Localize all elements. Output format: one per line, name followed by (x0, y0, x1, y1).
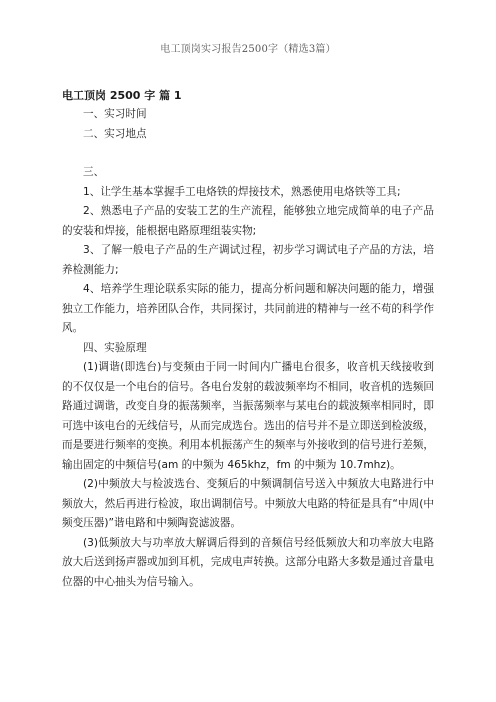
document-title: 电工顶岗实习报告2500字（精选3篇） (160, 44, 336, 55)
blank-line (62, 144, 434, 163)
section-heading: 电工顶岗 2500 字 篇 1 (62, 89, 182, 102)
paragraph-tuning: (1)调谐(即选台)与变频由于同一时间内广播电台很多，收音机天线接收到的不仅仅是一个电台的信号。各电台发射的载波频率均不相同，收音机的选频回路通过调谐，改变自身的振荡频率，当振荡频率与某电台的载波频率相同时，即可选中该电台的无线信号，从而完成选台。选出的信号并不是立即送到检波级，而是要进行频率的变换。利用本机振荡产生的频率与外接收到的信号进行差频，输出固定的中频信号(am 的中频为 465khz，fm 的中频为 10.7mhz)。 (62, 361, 434, 471)
paragraph-power-amplification: (3)低频放大与功率放大解调后得到的音频信号经低频放大和功率放大电路放大后送到扬声器或加到耳机，完成电声转换。这部分电路大多数是通过音量电位器的中心抽头为信号输入。 (62, 536, 434, 588)
paragraph-goal-2: 2、熟悉电子产品的安装工艺的生产流程，能够独立地完成简单的电子产品的安装和焊接，能根据电路原理组装实物; (62, 205, 434, 237)
paragraph-if-amplification: (2)中频放大与检波选台、变频后的中频调制信号送入中频放大电路进行中频放大，然后再进行检波，取出调制信号。中频放大电路的特征是具有“中周(中频变压器)”谐电路和中频陶瓷滤波器。 (62, 478, 434, 529)
paragraph-goal-3: 3、了解一般电子产品的生产调试过程，初步学习调试电子产品的方法，培养检测能力; (62, 244, 434, 276)
paragraph-goal-1: 1、让学生基本掌握手工电烙铁的焊接技术，熟悉使用电烙铁等工具; (83, 185, 401, 198)
paragraph-practice-time: 一、实习时间 (83, 108, 147, 120)
paragraph-section-three: 三、 (83, 166, 105, 178)
paragraph-goal-4: 4、培养学生理论联系实际的能力，提高分析问题和解决问题的能力，增强独立工作能力，培养团队合作，共同探讨，共同前进的精神与一丝不苟的科学作风。 (62, 283, 434, 334)
document-body (62, 86, 434, 592)
paragraph-practice-location: 二、实习地点 (83, 127, 147, 140)
paragraph-experiment-principle: 四、实验原理 (83, 341, 147, 354)
